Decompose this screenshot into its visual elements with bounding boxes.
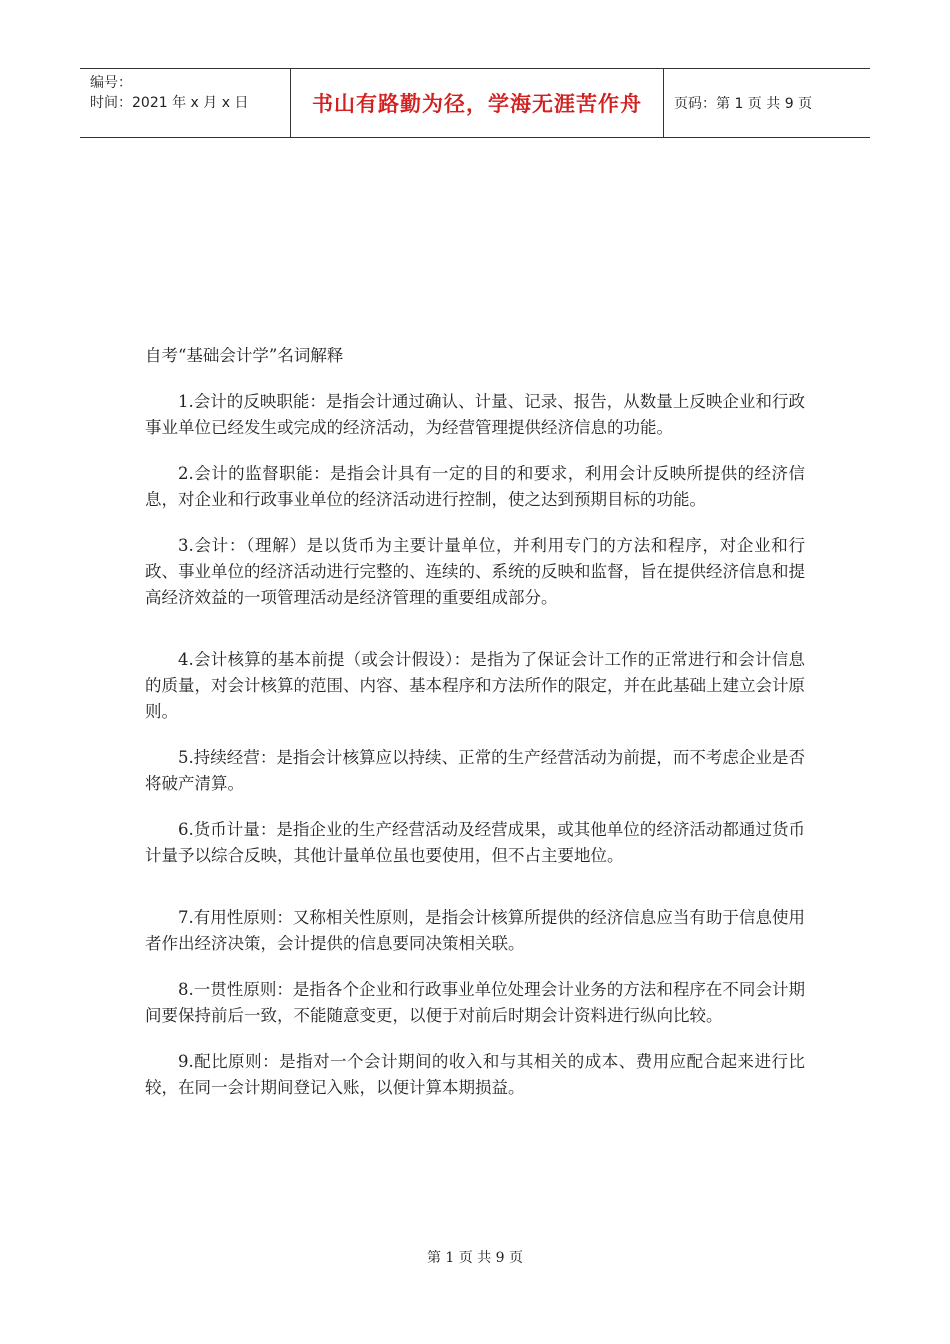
page-header: [80, 68, 870, 138]
header-meta: [80, 69, 291, 137]
paragraph-7: 7.有用性原则：又称相关性原则，是指会计核算所提供的经济信息应当有助于信息使用者作出经济决策，会计提供的信息要同决策相关联。: [145, 908, 805, 953]
paragraph-3: 3.会计：（理解）是以货币为主要计量单位，并利用专门的方法和程序，对企业和行政、事业单位的经济活动进行完整的、连续的、系统的反映和监督，旨在提供经济信息和提高经济效益的一项管理活动是经济管理的重要组成部分。: [145, 536, 805, 607]
paragraph-5: 5.持续经营：是指会计核算应以持续、正常的生产经营活动为前提，而不考虑企业是否将破产清算。: [145, 748, 805, 793]
page-footer: 第 1 页 共 9 页: [426, 1250, 524, 1266]
paragraph-6: 6.货币计量：是指企业的生产经营活动及经营成果，或其他单位的经济活动都通过货币计量予以综合反映，其他计量单位虽也要使用，但不占主要地位。: [145, 820, 805, 865]
document-time-label: 时间：2021 年 x 月 x 日: [90, 95, 249, 111]
document-title: 自考“基础会计学”名词解释: [145, 346, 344, 365]
paragraph-8: 8.一贯性原则：是指各个企业和行政事业单位处理会计业务的方法和程序在不同会计期间要保持前后一致，不能随意变更，以便于对前后时期会计资料进行纵向比较。: [145, 980, 805, 1025]
paragraph-4: 4.会计核算的基本前提（或会计假设）：是指为了保证会计工作的正常进行和会计信息的质量，对会计核算的范围、内容、基本程序和方法所作的限定，并在此基础上建立会计原则。: [145, 650, 805, 721]
document-number-label: 编号：: [90, 75, 132, 91]
paragraph-9: 9.配比原则：是指对一个会计期间的收入和与其相关的成本、费用应配合起来进行比较，在同一会计期间登记入账，以便计算本期损益。: [145, 1052, 805, 1097]
paragraph-2: 2.会计的监督职能：是指会计具有一定的目的和要求，利用会计反映所提供的经济信息，对企业和行政事业单位的经济活动进行控制，使之达到预期目标的功能。: [145, 464, 805, 509]
document-body: [145, 343, 805, 1101]
paragraph-1: 1.会计的反映职能：是指会计通过确认、计量、记录、报告，从数量上反映企业和行政事业单位已经发生或完成的经济活动，为经营管理提供经济信息的功能。: [145, 392, 805, 437]
header-page-label: 页码：第 1 页 共 9 页: [674, 96, 813, 112]
header-motto: 书山有路勤为径，学海无涯苦作舟: [291, 69, 664, 137]
